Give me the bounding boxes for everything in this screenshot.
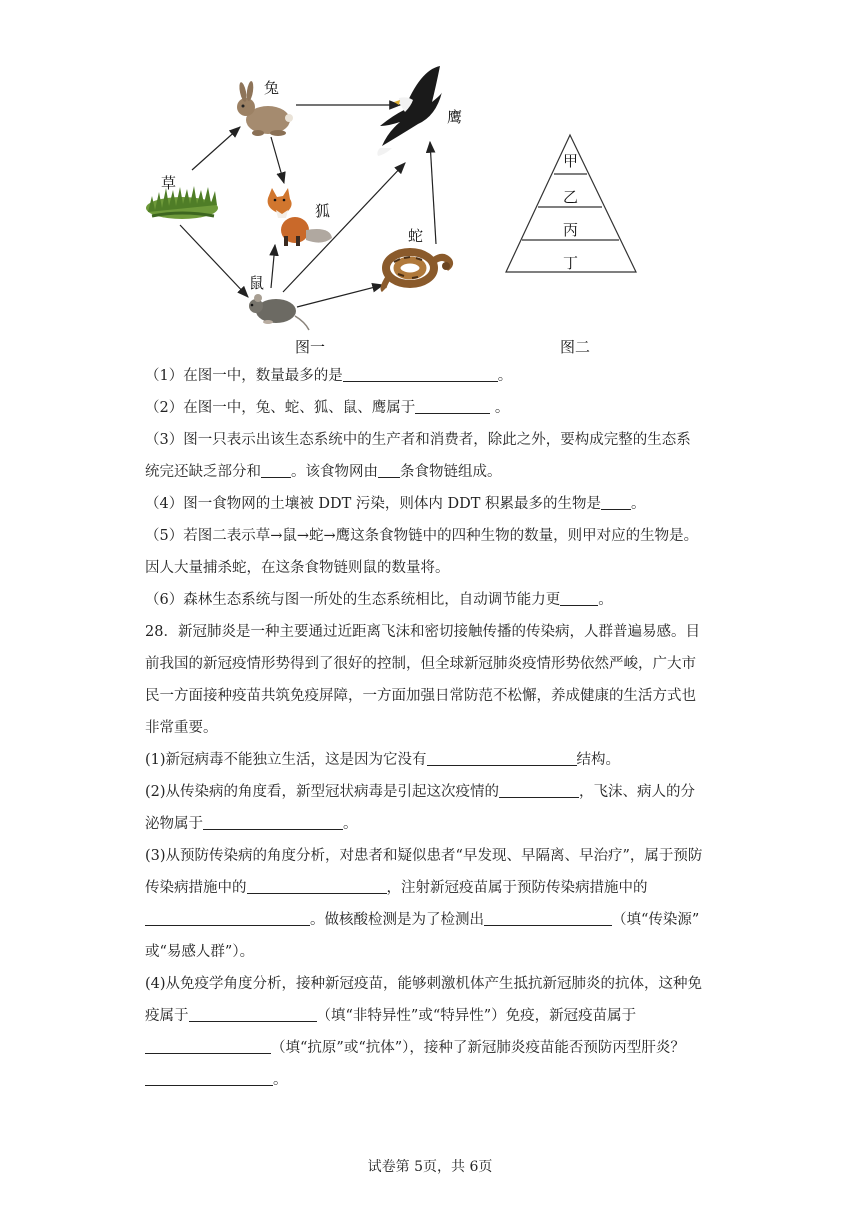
q3-line2: [145, 456, 720, 488]
q1-text: （1）在图一中，数量最多的是: [145, 368, 343, 384]
q2-line: [145, 392, 720, 424]
q28-p3-line3: [145, 904, 720, 936]
label-mouse: 鼠: [249, 274, 265, 292]
q2-text: （2）在图一中，兔、蛇、狐、鼠、鹰属于: [145, 400, 416, 416]
q28-p3-line4: 或“易感人群”）。: [145, 944, 255, 960]
q3-end: 条食物链组成。: [400, 464, 502, 480]
q28-p2: [145, 776, 720, 808]
figures-area: [0, 0, 860, 365]
pyramid-level-2: 乙: [563, 188, 579, 206]
q28-p1-text: (1)新冠病毒不能独立生活，这是因为它没有: [145, 752, 427, 768]
q4-end: 。: [631, 496, 646, 512]
q28-intro-1: 28．新冠肺炎是一种主要通过近距离飞沫和密切接触传播的传染病，人群普遍易感。目: [145, 624, 700, 640]
answer-blank[interactable]: [343, 365, 498, 382]
q1-line: [145, 360, 720, 392]
answer-blank[interactable]: [560, 589, 598, 606]
answer-blank[interactable]: [203, 813, 343, 830]
eagle-image: [377, 66, 442, 156]
pyramid-level-1: 甲: [563, 152, 579, 170]
q6-text: （6）森林生态系统与图一所处的生态系统相比，自动调节能力更: [145, 592, 561, 608]
q5-line2: 因人大量捕杀蛇，在这条食物链则鼠的数量将。: [145, 560, 450, 576]
q28-p2b-end: 。: [343, 816, 358, 832]
q3-line1: （3）图一只表示出该生态系统中的生产者和消费者，除此之外，要构成完整的生态系: [145, 432, 691, 448]
q2-end: 。: [490, 400, 510, 416]
q28-p4-text2: （填“非特异性”或“特异性”）免疫，新冠疫苗属于: [316, 1008, 637, 1024]
q28-p1: [145, 744, 720, 776]
answer-blank[interactable]: [145, 1037, 271, 1054]
label-fox: 狐: [315, 202, 331, 220]
q28-intro-2: 前我国的新冠疫情形势得到了很好的控制，但全球新冠肺炎疫情形势依然严峻，广大市: [145, 656, 696, 672]
arrow-mouse-fox: [271, 245, 275, 288]
q28-p4-text3: （填“抗原”或“抗体”），接种了新冠肺炎疫苗能否预防丙型肝炎？: [271, 1040, 685, 1056]
q3-text: 统完还缺乏部分和: [145, 464, 261, 480]
q3-mid: 。该食物网由: [291, 464, 378, 480]
q6-line: [145, 584, 720, 616]
q6-end: 。: [598, 592, 613, 608]
q28-intro-3: 民一方面接种疫苗共筑免疫屏障，一方面加强日常防范不松懈，养成健康的生活方式也: [145, 688, 696, 704]
answer-blank[interactable]: [378, 461, 400, 478]
q28-p2-end: ，飞沫、病人的分: [579, 784, 696, 800]
q28-p3-end: （填“传染源”: [612, 912, 700, 928]
pyramid-level-3: 丙: [563, 221, 579, 239]
label-grass: 草: [161, 174, 177, 192]
q28-p3-text2: ，注射新冠疫苗属于预防传染病措施中的: [386, 880, 648, 896]
q28-p3-text: 传染病措施中的: [145, 880, 247, 896]
q28-p3-mid: 。做核酸检测是为了检测出: [310, 912, 484, 928]
answer-blank[interactable]: [415, 397, 490, 414]
q28-p4-line4: [145, 1064, 720, 1096]
q5-line1: （5）若图二表示草→鼠→蛇→鹰这条食物链中的四种生物的数量，则甲对应的生物是。: [145, 528, 699, 544]
arrow-snake-eagle: [430, 142, 436, 244]
q4-line: [145, 488, 720, 520]
answer-blank[interactable]: [145, 909, 310, 926]
label-snake: 蛇: [408, 227, 424, 245]
grass-image: [146, 186, 218, 219]
q1-end: 。: [497, 368, 513, 384]
label-rabbit: 兔: [264, 79, 280, 97]
pyramid-level-4: 丁: [563, 254, 579, 272]
q28-p4-line3: [145, 1032, 720, 1064]
q28-p4-line1: (4)从免疫学角度分析，接种新冠疫苗，能够刺激机体产生抵抗新冠肺炎的抗体，这种免: [145, 976, 703, 992]
mouse-image: [249, 294, 309, 330]
figure1-caption: 图一: [295, 338, 326, 356]
arrow-rabbit-fox: [271, 137, 284, 183]
arrow-grass-mouse: [180, 225, 248, 297]
answer-blank[interactable]: [601, 493, 631, 510]
q28-p4-end: 。: [273, 1072, 288, 1088]
q28-p4-text: 疫属于: [145, 1008, 189, 1024]
q28-p2b-text: 泌物属于: [145, 816, 203, 832]
q4-text: （4）图一食物网的土壤被 DDT 污染，则体内 DDT 积累最多的生物是: [145, 496, 602, 512]
arrow-mouse-snake: [297, 285, 383, 307]
q28-p1-end: 结构。: [576, 752, 621, 768]
arrow-grass-rabbit: [192, 127, 240, 170]
answer-blank[interactable]: [427, 749, 577, 766]
question-text: [145, 360, 720, 1096]
answer-blank[interactable]: [189, 1005, 317, 1022]
answer-blank[interactable]: [261, 461, 291, 478]
page-footer: 试卷第 5页，共 6页: [367, 1159, 493, 1175]
answer-blank[interactable]: [484, 909, 612, 926]
q28-p2b: [145, 808, 720, 840]
answer-blank[interactable]: [499, 781, 579, 798]
q28-p2-text: (2)从传染病的角度看，新型冠状病毒是引起这次疫情的: [145, 784, 500, 800]
answer-blank[interactable]: [247, 877, 387, 894]
q28-p3-line1: (3)从预防传染病的角度分析，对患者和疑似患者“早发现、早隔离、早治疗”，属于预防: [145, 848, 703, 864]
q28-p4-line2: [145, 1000, 720, 1032]
answer-blank[interactable]: [145, 1069, 273, 1086]
snake-image: [384, 252, 451, 290]
food-web-diagram: [0, 0, 860, 365]
label-eagle: 鹰: [447, 108, 463, 126]
figure2-caption: 图二: [560, 338, 591, 356]
q28-intro-4: 非常重要。: [145, 720, 218, 736]
q28-p3-line2: [145, 872, 720, 904]
